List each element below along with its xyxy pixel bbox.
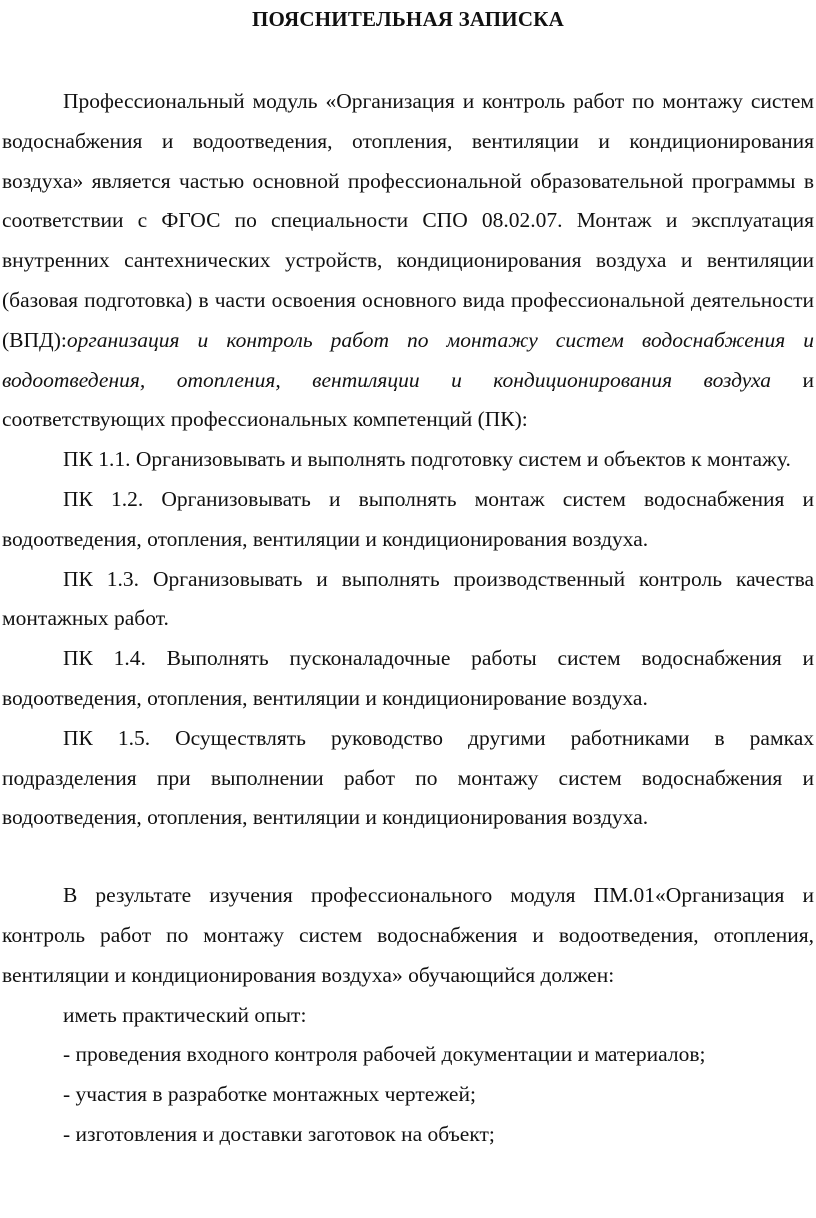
competency-item: ПК 1.2. Организовывать и выполнять монтаж систем водоснабжения и водоотведения, отопления, вентиляции и кондиционирования воздуха. [2, 486, 814, 551]
experience-item: - проведения входного контроля рабочей документации и материалов; [63, 1042, 706, 1067]
experience-heading: иметь практический опыт: [63, 1002, 307, 1027]
intro-text-end: и соответствующих профессиональных компетенций (ПК): [2, 367, 815, 432]
document-title: ПОЯСНИТЕЛЬНАЯ ЗАПИСКА [252, 7, 564, 31]
result-paragraph: В результате изучения профессионального модуля ПМ.01«Организация и контроль работ по монтажу систем водоснабжения и водоотведения, отопления, вентиляции и кондиционирования воздуха» обучающийся должен: [2, 883, 814, 987]
competency-item: ПК 1.3. Организовывать и выполнять производственный контроль качества монтажных работ. [2, 566, 814, 631]
intro-italic-text: организация и контроль работ по монтажу систем водоснабжения и водоотведения, отопления, вентиляции и кондиционирования воздуха [2, 327, 814, 392]
experience-item: - участия в разработке монтажных чертежей; [63, 1082, 476, 1107]
experience-item: - изготовления и доставки заготовок на объект; [63, 1121, 495, 1146]
competency-item: ПК 1.4. Выполнять пусконаладочные работы систем водоснабжения и водоотведения, отопления, вентиляции и кондиционирование воздуха. [2, 646, 814, 710]
intro-text: Профессиональный модуль «Организация и контроль работ по монтажу систем водоснабжения и водоотведения, отопления, вентиляции и кондиционирования воздуха» является частью основной профессиональной образовательной программы в соответствии с ФГОС по специальности СПО 08.02.07. Монтаж и эксплуатация внутренних сантехнических устройств, кондиционирования воздуха и вентиляции (базовая подготовка) в части освоения основного вида профессиональной деятельности (ВПД): [2, 89, 814, 352]
competency-item: ПК 1.1. Организовывать и выполнять подготовку систем и объектов к монтажу. [63, 447, 791, 472]
intro-paragraph [2, 82, 814, 440]
competency-item: ПК 1.5. Осуществлять руководство другими работниками в рамках подразделения при выполнении работ по монтажу систем водоснабжения и водоотведения, отопления, вентиляции и кондиционирования воздуха. [2, 725, 814, 830]
